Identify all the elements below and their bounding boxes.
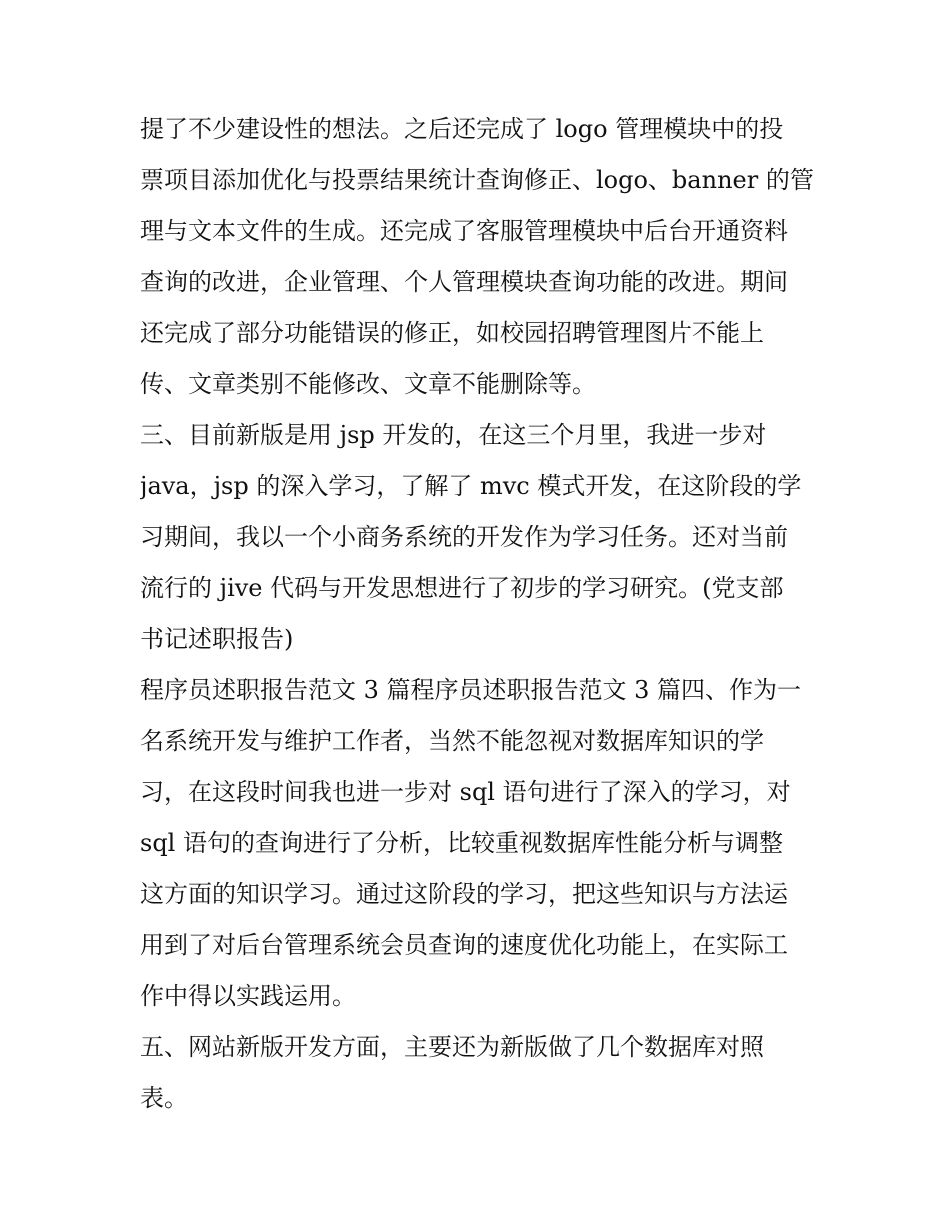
document-body [140, 104, 830, 1124]
text-line: 传、文章类别不能修改、文章不能删除等。 [140, 370, 596, 398]
text-line: 书记述职报告) [140, 625, 294, 653]
text-line: 名系统开发与维护工作者，当然不能忽视对数据库知识的学 [140, 727, 764, 755]
text-line: 习，在这段时间我也进一步对 sql 语句进行了深入的学习，对 [140, 778, 791, 806]
text-line: 流行的 jive 代码与开发思想进行了初步的学习研究。(党支部 [140, 574, 784, 602]
text-line: 程序员述职报告范文 3 篇程序员述职报告范文 3 篇四、作为一 [140, 676, 802, 704]
text-line: 查询的改进，企业管理、个人管理模块查询功能的改进。期间 [140, 268, 788, 296]
text-line: 票项目添加优化与投票结果统计查询修正、logo、banner 的管 [140, 166, 814, 194]
text-line: 用到了对后台管理系统会员查询的速度优化功能上，在实际工 [140, 931, 788, 959]
text-line: 作中得以实践运用。 [140, 982, 356, 1010]
text-line: java，jsp 的深入学习，了解了 mvc 模式开发，在这阶段的学 [140, 472, 802, 500]
text-line: 习期间，我以一个小商务系统的开发作为学习任务。还对当前 [140, 523, 788, 551]
text-line: 还完成了部分功能错误的修正，如校园招聘管理图片不能上 [140, 319, 764, 347]
text-line: 提了不少建设性的想法。之后还完成了 logo 管理模块中的投 [140, 115, 784, 143]
text-line: 这方面的知识学习。通过这阶段的学习，把这些知识与方法运 [140, 880, 788, 908]
text-line: 五、网站新版开发方面，主要还为新版做了几个数据库对照 [140, 1033, 764, 1061]
text-line: 理与文本文件的生成。还完成了客服管理模块中后台开通资料 [140, 217, 788, 245]
text-line: sql 语句的查询进行了分析，比较重视数据库性能分析与调整 [140, 829, 783, 857]
text-line: 三、目前新版是用 jsp 开发的，在这三个月里，我进一步对 [140, 421, 767, 449]
text-line: 表。 [140, 1084, 188, 1112]
